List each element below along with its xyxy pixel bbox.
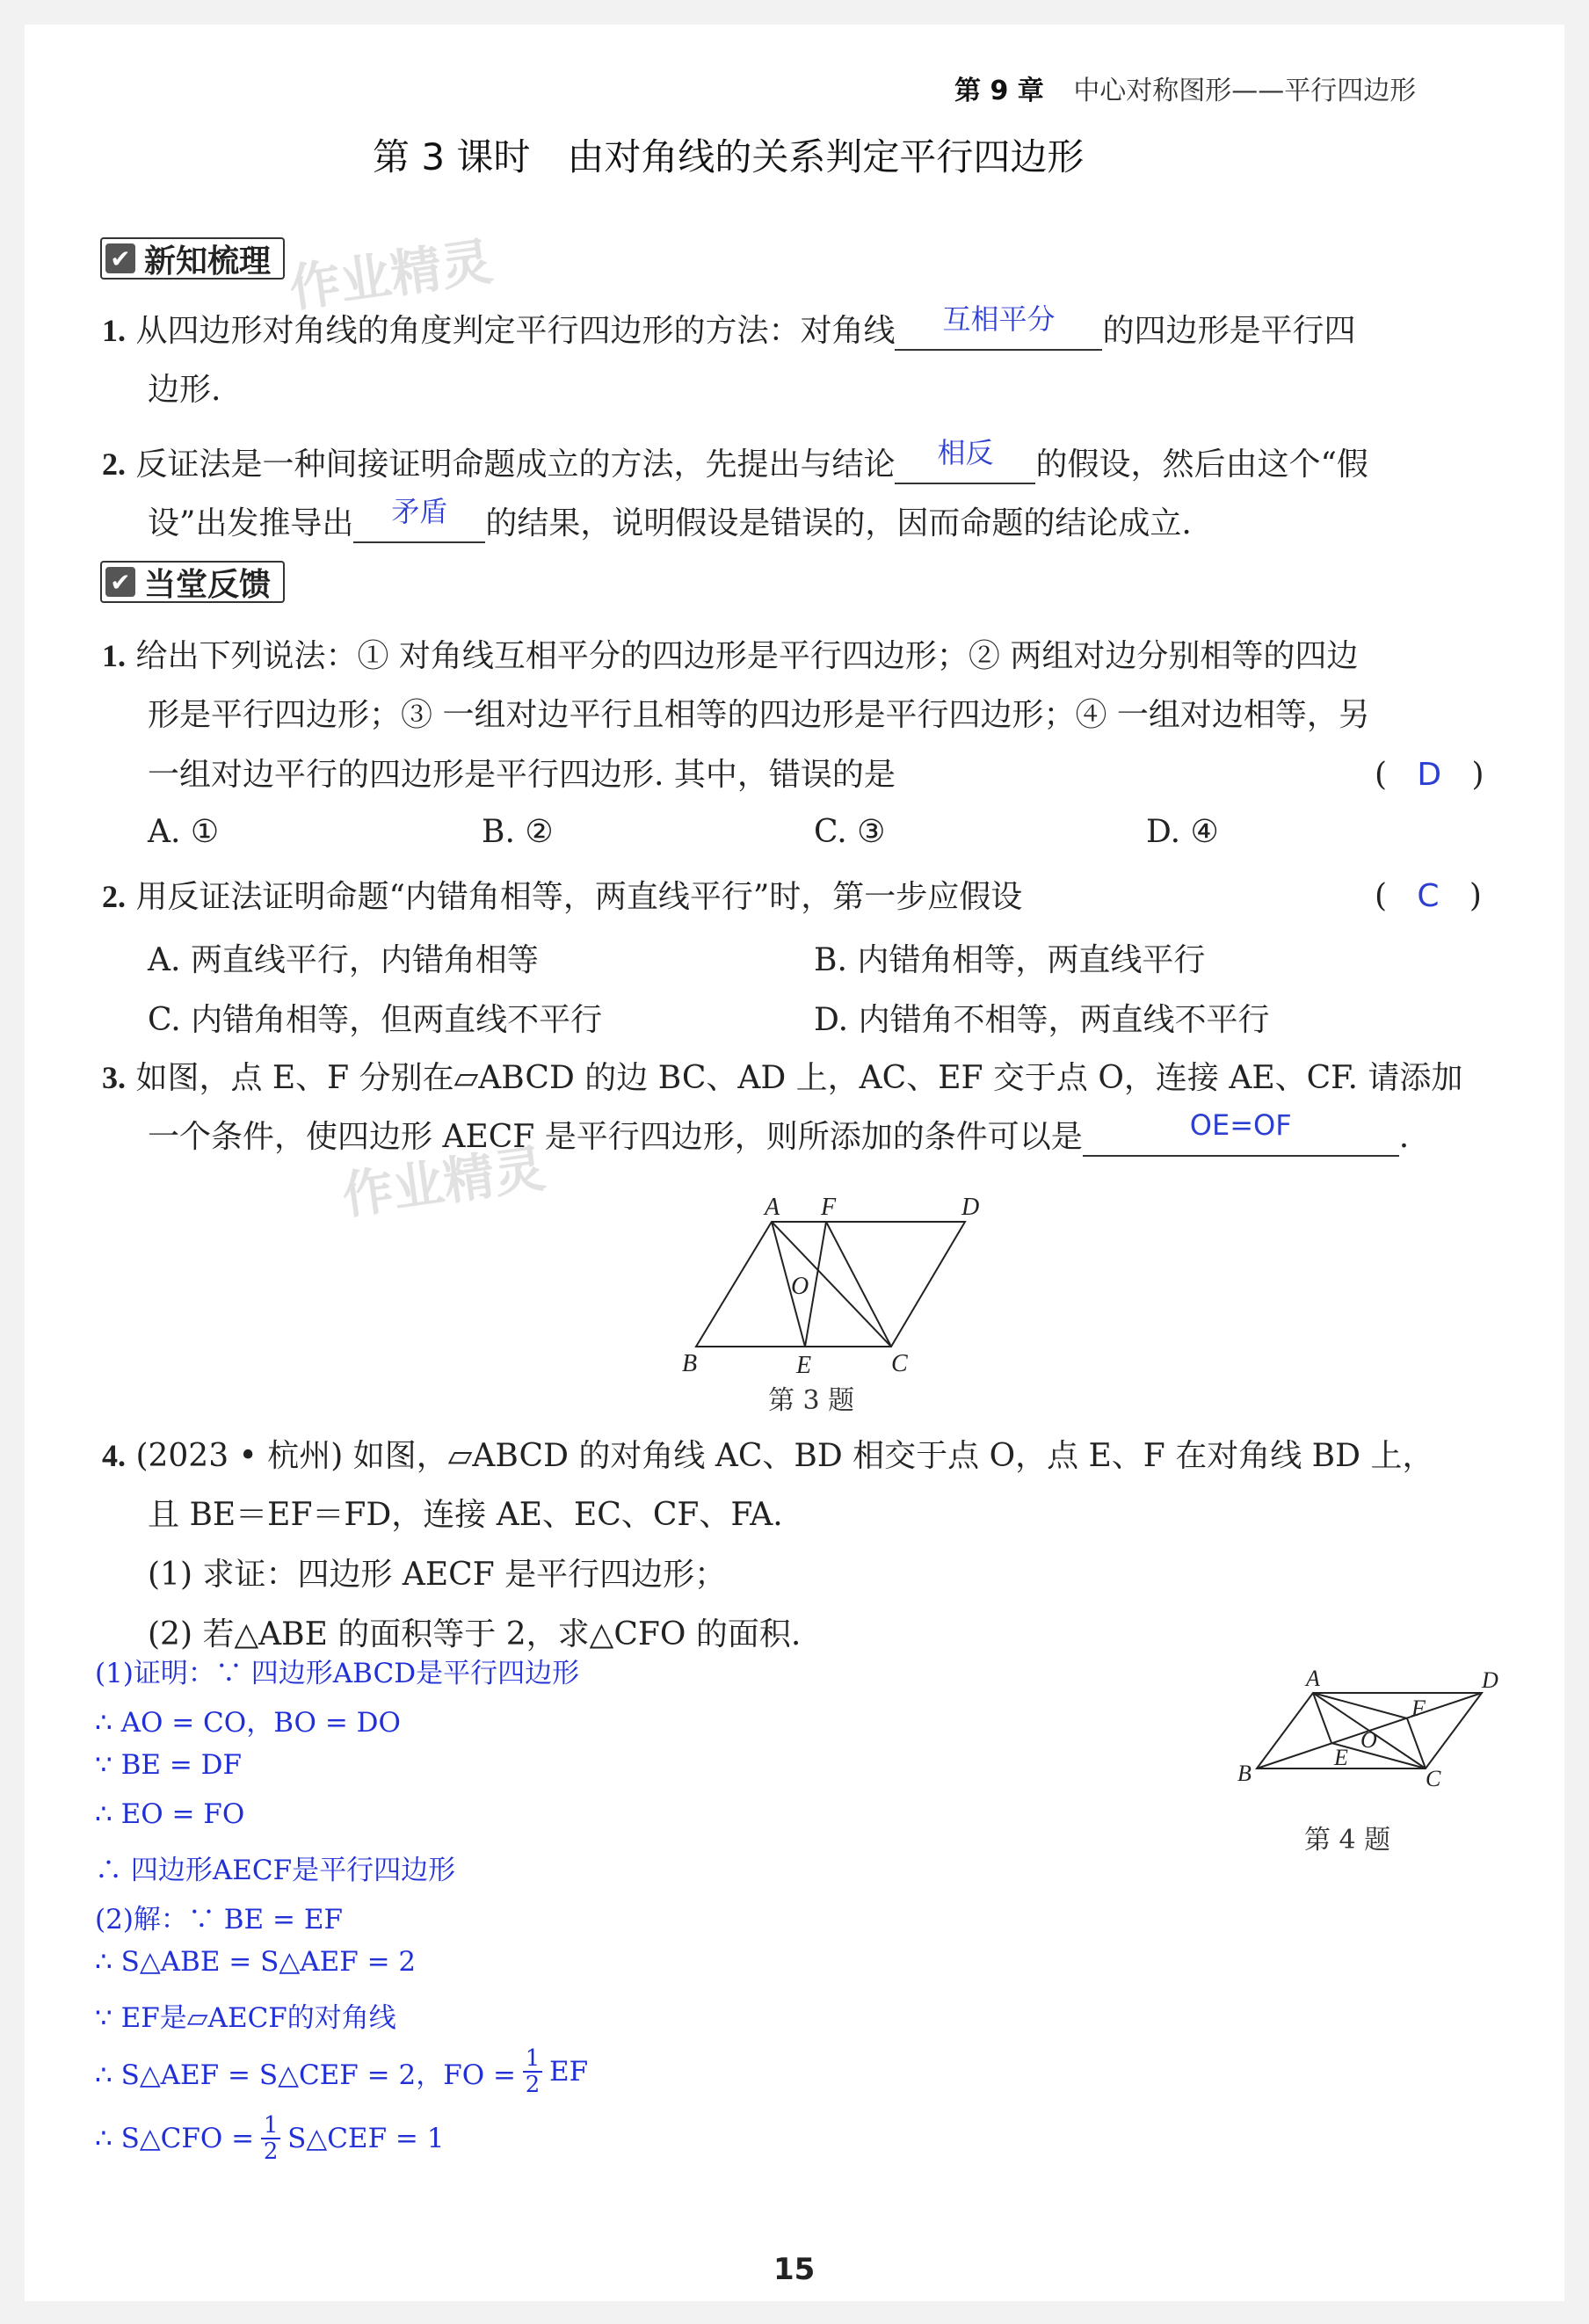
solution-line-6: (2)解：∵ BE = EF bbox=[95, 1904, 343, 1935]
label-C: C bbox=[891, 1350, 908, 1377]
q2-answer-bracket: ( C ) bbox=[1375, 878, 1482, 914]
solution-line-1: (1)证明：∵ 四边形ABCD是平行四边形 bbox=[95, 1658, 580, 1689]
q3-line1: 3. 如图，点 E、F 分别在▱ABCD 的边 BC、AD 上，AC、EF 交于点 O，连接 AE、CF. 请添加 bbox=[102, 1060, 1463, 1096]
solution-line-4: ∴ EO = FO bbox=[95, 1798, 245, 1830]
solution-line-9: ∴ S△AEF = S△CEF = 2，FO = 1 2 EF bbox=[95, 2045, 589, 2098]
figure-q3 bbox=[666, 1185, 1000, 1387]
label-D: D bbox=[961, 1194, 980, 1221]
figure-q4 bbox=[1211, 1659, 1510, 1835]
chapter-number: 第 9 章 bbox=[954, 76, 1044, 106]
page bbox=[25, 25, 1564, 2301]
q4-line1: 4. (2023 • 杭州) 如图，▱ABCD 的对角线 AC、BD 相交于点 O，点 E、F 在对角线 BD 上， bbox=[102, 1438, 1434, 1474]
answer-blank: 相反 bbox=[895, 447, 1035, 484]
label-F: F bbox=[1411, 1696, 1426, 1721]
page-number: 15 bbox=[773, 2252, 816, 2287]
label-C: C bbox=[1426, 1766, 1441, 1791]
label-E: E bbox=[1334, 1745, 1348, 1770]
q1-line2: 形是平行四边形；③ 一组对边平行且相等的四边形是平行四边形；④ 一组对边相等，另 bbox=[148, 697, 1370, 733]
section-label: 当堂反馈 bbox=[144, 566, 272, 603]
figure-q4-caption: 第 4 题 bbox=[1304, 1825, 1391, 1856]
q3-line2: 一个条件，使四边形 AECF 是平行四边形，则所添加的条件可以是 OE=OF . bbox=[148, 1108, 1410, 1155]
answer-blank: 互相平分 bbox=[895, 314, 1102, 351]
s1-question-2-cont: 设”出发推导出 矛盾 的结果，说明假设是错误的，因而命题的结论成立. bbox=[148, 495, 1192, 541]
q1-option-b: B. ② bbox=[482, 814, 554, 850]
solution-line-7: ∴ S△ABE = S△AEF = 2 bbox=[95, 1946, 417, 1978]
q1-line1: 1. 给出下列说法：① 对角线互相平分的四边形是平行四边形；② 两组对边分别相等的四边 bbox=[102, 638, 1359, 674]
label-D: D bbox=[1482, 1667, 1498, 1693]
watermark: 作业精灵 bbox=[338, 1138, 549, 1226]
q1-line3: 一组对边平行的四边形是平行四边形. 其中，错误的是 bbox=[148, 757, 896, 793]
section-class-feedback bbox=[100, 561, 285, 603]
s1-question-2: 2. 反证法是一种间接证明命题成立的方法，先提出与结论 相反 的假设，然后由这个“假 bbox=[102, 436, 1368, 483]
chapter-header bbox=[954, 69, 1416, 107]
solution-line-5: ∴ 四边形AECF是平行四边形 bbox=[95, 1855, 456, 1886]
q2-option-d: D. 内错角不相等，两直线不平行 bbox=[814, 1002, 1270, 1038]
checkbox-icon: ✔ bbox=[105, 243, 135, 273]
q2-option-b: B. 内错角相等，两直线平行 bbox=[814, 942, 1206, 978]
s1-question-1: 1. 从四边形对角线的角度判定平行四边形的方法：对角线 互相平分 的四边形是平行四 bbox=[102, 302, 1356, 349]
lesson-title: 第 3 课时 由对角线的关系判定平行四边形 bbox=[373, 135, 1085, 178]
section-new-knowledge bbox=[100, 237, 285, 280]
solution-line-2: ∴ AO = CO，BO = DO bbox=[95, 1707, 401, 1739]
figure-q3-caption: 第 3 题 bbox=[768, 1385, 855, 1416]
q1-option-a: A. ① bbox=[148, 814, 220, 850]
q1-option-d: D. ④ bbox=[1146, 814, 1219, 850]
label-A: A bbox=[1306, 1666, 1320, 1691]
solution-line-3: ∵ BE = DF bbox=[95, 1749, 243, 1781]
q4-part2: (2) 若△ABE 的面积等于 2，求△CFO 的面积. bbox=[148, 1616, 802, 1652]
answer-blank: 矛盾 bbox=[353, 506, 485, 543]
section-label: 新知梳理 bbox=[144, 243, 272, 280]
s1-question-1-cont: 边形. bbox=[148, 372, 221, 408]
label-O: O bbox=[791, 1273, 809, 1300]
solution-line-8: ∵ EF是▱AECF的对角线 bbox=[95, 2002, 396, 2034]
label-O: O bbox=[1360, 1727, 1377, 1753]
q4-part1: (1) 求证：四边形 AECF 是平行四边形； bbox=[148, 1557, 727, 1593]
label-B: B bbox=[1237, 1761, 1252, 1786]
label-E: E bbox=[796, 1352, 812, 1379]
q2-option-a: A. 两直线平行，内错角相等 bbox=[148, 942, 539, 978]
answer-blank: OE=OF bbox=[1083, 1120, 1399, 1157]
solution-line-10: ∴ S△CFO = 1 2 S△CEF = 1 bbox=[95, 2112, 445, 2165]
label-F: F bbox=[821, 1194, 837, 1221]
q2-line1: 2. 用反证法证明命题“内错角相等，两直线平行”时，第一步应假设 bbox=[102, 879, 1023, 915]
q4-line2: 且 BE＝EF＝FD，连接 AE、EC、CF、FA. bbox=[148, 1497, 783, 1533]
q2-option-c: C. 内错角相等，但两直线不平行 bbox=[148, 1002, 603, 1038]
label-A: A bbox=[765, 1194, 780, 1221]
label-B: B bbox=[682, 1350, 698, 1377]
checkbox-icon: ✔ bbox=[105, 567, 135, 597]
q1-answer-bracket: ( D ) bbox=[1375, 757, 1484, 793]
q1-option-c: C. ③ bbox=[814, 814, 886, 850]
watermark: 作业精灵 bbox=[286, 231, 497, 319]
chapter-topic: 中心对称图形——平行四边形 bbox=[1073, 76, 1417, 106]
